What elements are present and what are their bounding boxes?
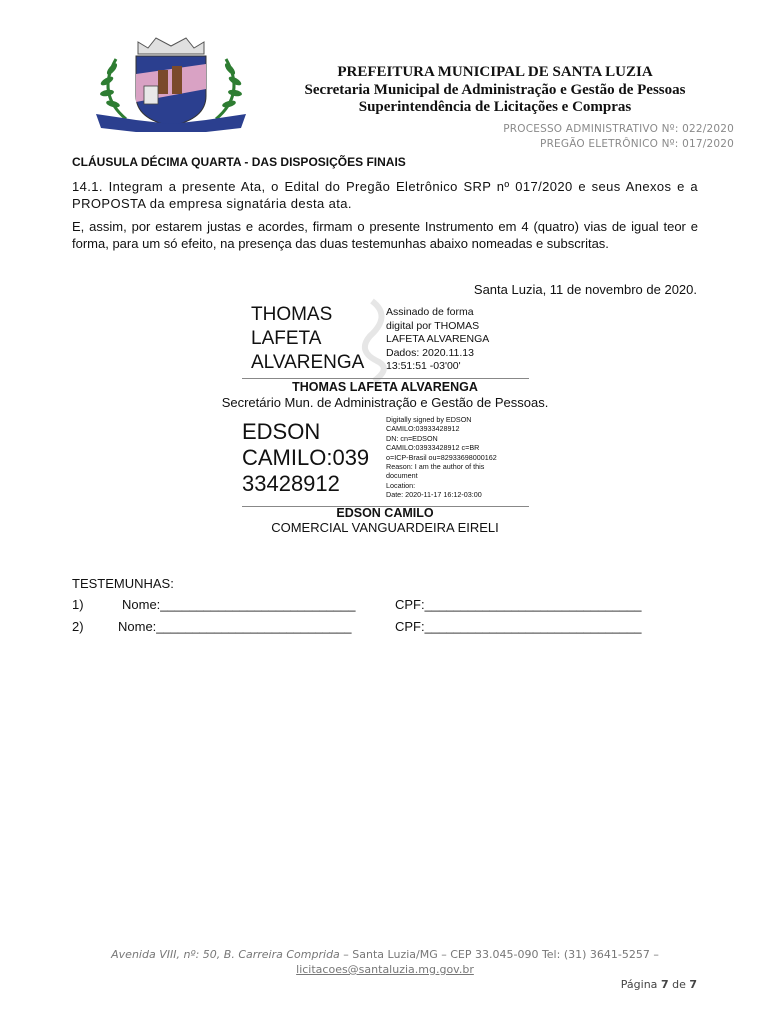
signature2-big-line: EDSON [242, 419, 321, 444]
signature1-info-line: 13:51:51 -03'00' [386, 360, 461, 372]
witness2-cpf-field: CPF:______________________________ [395, 619, 642, 634]
footer-address-city: – Santa Luzia/MG – CEP 33.045-090 Tel: (31) 3641-5257 – [339, 948, 659, 961]
signature1-info-line: digital por THOMAS [386, 319, 480, 332]
paragraph-closing: E, assim, por estarem justas e acordes, firmam o presente Instrumento em 4 (quatro) vias de igual teor e forma, para um só efeito, na presença das duas testemunhas abaixo nomeadas e subscritas. [72, 219, 698, 251]
pregao-number: PREGÃO ELETRÔNICO Nº: 017/2020 [540, 138, 734, 150]
signature1-big-line: LAFETA [251, 328, 322, 349]
signature1-big-line: THOMAS [251, 304, 333, 325]
signature1-name-large [251, 303, 364, 375]
signature1-name: THOMAS LAFETA ALVARENGA [292, 380, 478, 394]
secretaria-title: Secretaria Municipal de Administração e Gestão de Pessoas [304, 82, 686, 98]
signature2-info-line: CAMILO:03933428912 c=BR [386, 443, 480, 453]
page-number [621, 978, 697, 991]
signature1-info-line: Dados: 2020.11.13 [386, 346, 474, 359]
clause-title: CLÁUSULA DÉCIMA QUARTA - DAS DISPOSIÇÕES FINAIS [72, 155, 406, 169]
signature1-big-line: ALVARENGA [251, 352, 365, 373]
signature2-big-line: CAMILO:039 [242, 445, 370, 470]
signature1-info-line: LAFETA ALVARENGA [386, 333, 490, 345]
page-mid: de [668, 978, 690, 991]
municipal-crest [76, 34, 266, 132]
footer-email-link[interactable]: licitacoes@santaluzia.mg.gov.br [296, 963, 474, 976]
signature2-digital-info [386, 415, 497, 500]
page-prefix: Página [620, 978, 661, 991]
signature2-name-large [242, 419, 369, 497]
witness1-name-field: Nome:___________________________ [122, 597, 356, 612]
signature1-role: Secretário Mun. de Administração e Gestão de Pessoas. [221, 395, 549, 410]
signature2-big-line: 33428912 [242, 471, 340, 496]
signature2-info-line: document [386, 471, 418, 481]
signature2-info-line: o=ICP-Brasil ou=82933698000162 [386, 452, 497, 462]
date-place: Santa Luzia, 11 de novembro de 2020. [473, 282, 697, 297]
signature2-info-line: Location: [386, 480, 416, 490]
signature2-info-line: CAMILO:03933428912 [386, 424, 460, 434]
witness2-number: 2) [72, 619, 84, 634]
signature1-digital-info [386, 306, 489, 374]
signature2-name: EDSON CAMILO [336, 506, 434, 520]
signature2-info-line: Digitally signed by EDSON [386, 415, 472, 424]
page-total: 7 [689, 978, 697, 991]
witness2-name-field: Nome:___________________________ [118, 619, 352, 634]
signature2-info-line: Date: 2020-11-17 16:12-03:00 [386, 490, 482, 500]
page-current: 7 [660, 978, 669, 991]
witness1-cpf-field: CPF:______________________________ [395, 597, 642, 612]
signature1-line [242, 378, 529, 379]
witnesses-title: TESTEMUNHAS: [72, 576, 174, 591]
footer-address-street: Avenida VIII, nº: 50, B. Carreira Comprida [111, 948, 340, 961]
signature2-company: COMERCIAL VANGUARDEIRA EIRELI [271, 520, 499, 535]
signature2-info-line: Reason: I am the author of this [386, 462, 485, 472]
superintendencia-title: Superintendência de Licitações e Compras [358, 99, 632, 115]
paragraph-14-1: 14.1. Integram a presente Ata, o Edital do Pregão Eletrônico SRP nº 017/2020 e seus Anexos e a PROPOSTA da empresa signatária desta ata. [72, 179, 698, 211]
signature1-info-line: Assinado de forma [386, 306, 474, 318]
signature2-info-line: DN: cn=EDSON [386, 433, 438, 443]
witness1-number: 1) [72, 597, 84, 612]
prefeitura-title: PREFEITURA MUNICIPAL DE SANTA LUZIA [337, 64, 653, 80]
footer-address [0, 948, 770, 961]
processo-number: PROCESSO ADMINISTRATIVO Nº: 022/2020 [503, 123, 734, 135]
